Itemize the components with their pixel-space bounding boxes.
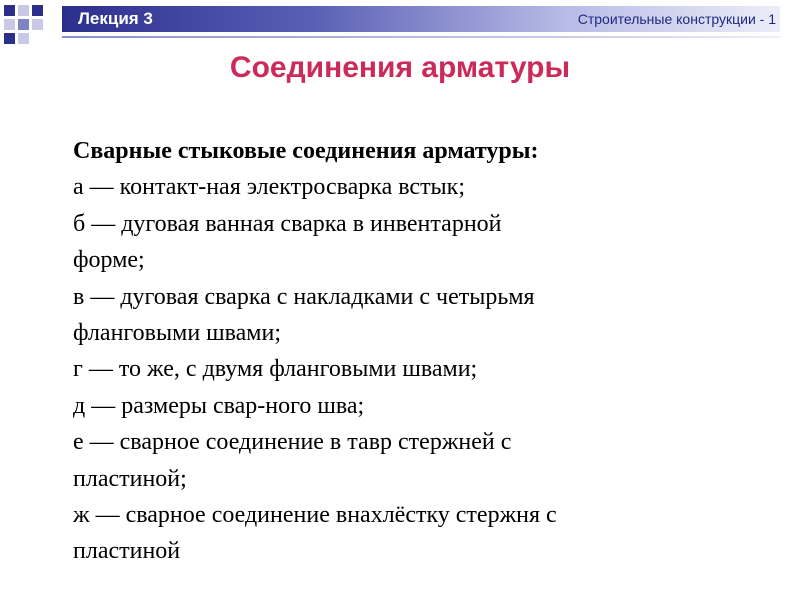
body-text (73, 133, 773, 570)
slide-title: Соединения арматуры (229, 51, 571, 84)
body-line: в — дуговая сварка с накладками с четырьмя (73, 283, 535, 310)
body-line: е — сварное соединение в тавр стержней с (73, 429, 512, 456)
course-label: Строительные конструкции - 1 (577, 11, 776, 27)
body-line: б — дуговая ванная сварка в инвентарной (73, 210, 502, 237)
body-line: д — размеры свар-ного шва; (73, 392, 365, 419)
decor-square (4, 33, 15, 44)
decor-square (32, 19, 43, 30)
decor-square (32, 5, 43, 16)
decor-square (18, 5, 29, 16)
decor-square (18, 33, 29, 44)
header-rule (62, 36, 780, 38)
decor-square (4, 19, 15, 30)
body-line: пластиной (73, 538, 181, 565)
decor-square (18, 19, 29, 30)
decor-square (4, 5, 15, 16)
body-line: а — контакт-ная электросварка встык; (73, 174, 466, 201)
body-line: ж — сварное соединение внахлёстку стержня с (73, 502, 557, 529)
body-line: фланговыми швами; (73, 320, 282, 347)
lecture-label: Лекция 3 (78, 9, 153, 28)
body-line: форме; (73, 247, 145, 274)
body-line: пластиной; (73, 465, 187, 492)
body-heading: Сварные стыковые соединения арматуры: (73, 138, 539, 164)
body-line: г — то же, с двумя фланговыми швами; (73, 356, 478, 383)
